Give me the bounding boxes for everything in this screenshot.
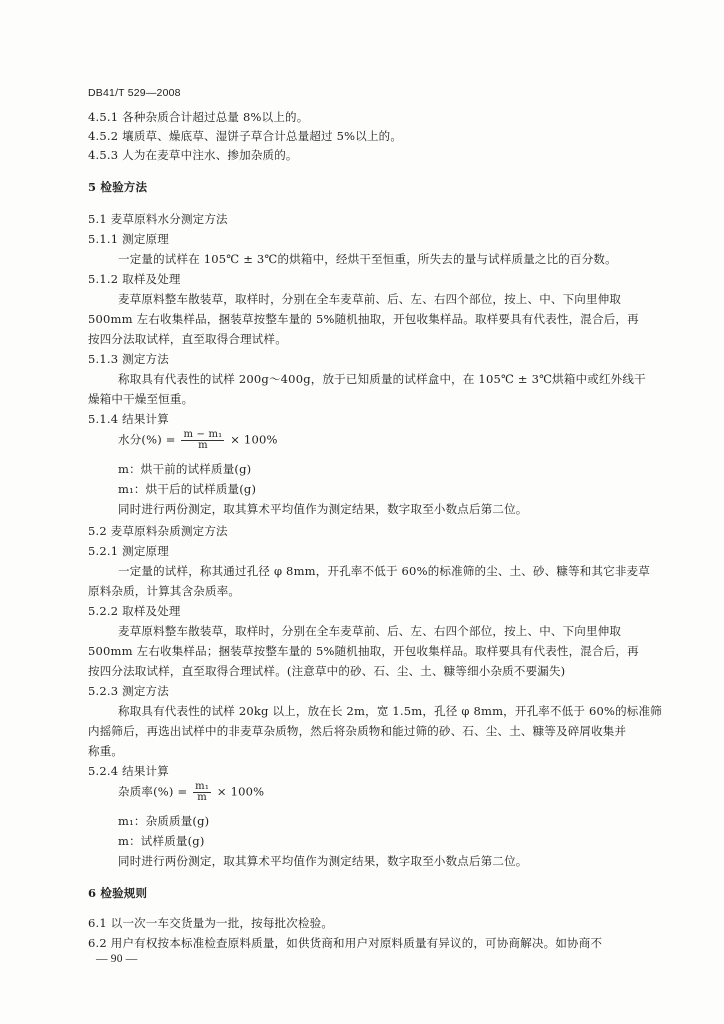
text-line: 4.5.3 人为在麦草中注水、掺加杂质的。 xyxy=(88,148,298,162)
formula-suffix: × 100% xyxy=(226,432,278,447)
text-line: 称取具有代表性的试样 200g～400g，放于已知质量的试样盒中，在 105℃ ± 3℃烘箱中或红外线干 xyxy=(118,372,646,386)
text-line: 5.1 麦草原料水分测定方法 xyxy=(88,212,228,226)
formula-denominator: m xyxy=(197,792,207,803)
text-line: 4.5.1 各种杂质合计超过总量 8%以上的。 xyxy=(88,110,309,124)
text-line: 5.2.3 测定方法 xyxy=(88,684,169,698)
text-line: 500mm 左右收集样品；捆装草按整车量的 5%随机抽取，开包收集样品。取样要具有代表性，混合后，再 xyxy=(88,644,639,658)
text-line: 4.5.2 壤质草、燥底草、湿饼子草合计总量超过 5%以上的。 xyxy=(88,129,403,143)
text-line: 5.1.4 结果计算 xyxy=(88,412,169,426)
text-line: m：试样质量(g) xyxy=(118,834,205,848)
text-line: 5.1.2 取样及处理 xyxy=(88,272,181,286)
formula-prefix: 水分(%) = xyxy=(118,432,180,447)
text-line: 同时进行两份测定，取其算术平均值作为测定结果，数字取至小数点后第二位。 xyxy=(118,854,528,868)
text-line: 5.2 麦草原料杂质测定方法 xyxy=(88,524,228,538)
formula-denominator: m xyxy=(198,440,208,451)
text-line: 内摇筛后，再选出试样中的非麦草杂质物，然后将杂质物和能过筛的砂、石、尘、土、糠等及碎屑收集并 xyxy=(88,724,627,738)
formula-suffix: × 100% xyxy=(213,784,265,799)
formula-fraction xyxy=(181,430,224,451)
text-line: 5.1.1 测定原理 xyxy=(88,232,169,246)
text-line: 一定量的试样在 105℃ ± 3℃的烘箱中，经烘干至恒重，所失去的量与试样质量之比的百分数。 xyxy=(118,252,617,266)
text-line: 原料杂质，计算其含杂质率。 xyxy=(88,584,241,598)
text-line: 同时进行两份测定，取其算术平均值作为测定结果，数字取至小数点后第二位。 xyxy=(118,502,528,516)
text-line: 5 检验方法 xyxy=(88,180,148,194)
text-line: 称重。 xyxy=(88,744,124,758)
impurity-formula xyxy=(118,782,264,803)
text-line: 按四分法取试样，直至取得合理试样。 xyxy=(88,332,287,346)
text-line: 6 检验规则 xyxy=(88,886,148,900)
text-line: 5.1.3 测定方法 xyxy=(88,352,169,366)
formula-numerator: m − m₁ xyxy=(183,429,223,440)
text-line: 6.1 以一次一车交货量为一批，按每批次检验。 xyxy=(88,916,334,930)
text-line: 麦草原料整车散装草，取样时，分别在全车麦草前、后、左、右四个部位，按上、中、下向里伸取 xyxy=(118,624,622,638)
text-line: 燥箱中干燥至恒重。 xyxy=(88,392,194,406)
moisture-formula xyxy=(118,430,278,451)
standard-number-header: DB41/T 529—2008 xyxy=(88,87,181,99)
text-line: 5.2.1 测定原理 xyxy=(88,544,169,558)
text-line: 6.2 用户有权按本标准检查原料质量，如供货商和用户对原料质量有异议的，可协商解决。如协商不 xyxy=(88,936,603,950)
text-line: 5.2.2 取样及处理 xyxy=(88,604,181,618)
text-line: 一定量的试样，称其通过孔径 φ 8mm，开孔率不低于 60%的标准筛的尘、土、砂、糠等和其它非麦草 xyxy=(118,564,651,578)
text-line: 称取具有代表性的试样 20kg 以上，放在长 2m，宽 1.5m，孔径 φ 8mm，开孔率不低于 60%的标准筛 xyxy=(118,704,662,718)
text-line: 5.2.4 结果计算 xyxy=(88,764,169,778)
text-line: 按四分法取试样，直至取得合理试样。(注意草中的砂、石、尘、土、糠等细小杂质不要漏失) xyxy=(88,664,566,678)
text-line: m：烘干前的试样质量(g) xyxy=(118,462,252,476)
text-line: 500mm 左右收集样品，捆装草按整车量的 5%随机抽取，开包收集样品。取样要具有代表性，混合后，再 xyxy=(88,312,639,326)
page-number: — 90 — xyxy=(96,953,138,965)
text-line: m₁：烘干后的试样质量(g) xyxy=(118,482,257,496)
formula-numerator: m₁ xyxy=(195,781,210,792)
formula-fraction xyxy=(193,782,211,803)
formula-prefix: 杂质率(%) = xyxy=(118,784,192,799)
text-line: m₁：杂质质量(g) xyxy=(118,814,210,828)
text-line: 麦草原料整车散装草，取样时，分别在全车麦草前、后、左、右四个部位，按上、中、下向里伸取 xyxy=(118,292,622,306)
